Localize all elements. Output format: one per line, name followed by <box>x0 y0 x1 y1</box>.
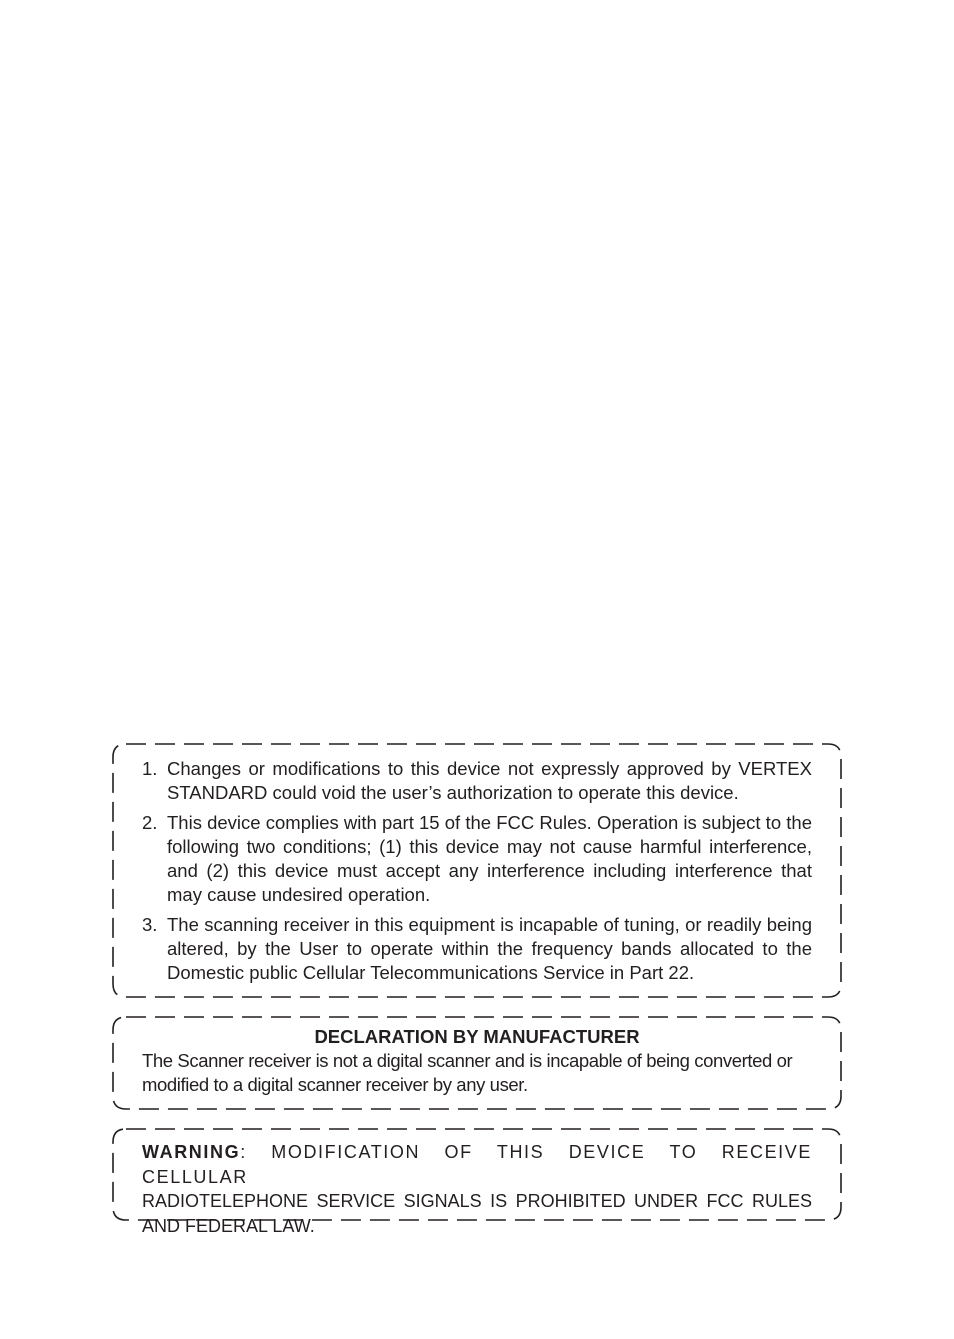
warning-line-1 <box>142 1140 812 1189</box>
list-item <box>142 811 812 907</box>
declaration-title: DECLARATION BY MANUFACTURER <box>314 1026 640 1047</box>
warning-text <box>142 1140 812 1238</box>
list-item-number: 1. <box>142 758 158 779</box>
list-item-text: This device complies with part 15 of the FCC Rules. Operation is subject to the following two conditions; (1) this device may not cause harmful interference, and (2) this device must accept any interference including interference that may cause undesired operation. <box>167 812 812 905</box>
list-item <box>142 757 812 805</box>
declaration-box <box>112 1016 842 1110</box>
warning-line-1-text: : MODIFICATION OF THIS DEVICE TO RECEIVE CELLULAR <box>142 1142 812 1187</box>
fcc-notice-box <box>112 743 842 998</box>
declaration-body: The Scanner receiver is not a digital scanner and is incapable of being converted or modified to a digital scanner receiver by any user. <box>142 1050 793 1095</box>
list-item-number: 3. <box>142 914 158 935</box>
list-item-number: 2. <box>142 812 158 833</box>
list-item <box>142 913 812 985</box>
list-item-text: Changes or modifications to this device not expressly approved by VERTEX STANDARD could void the user’s authorization to operate this device. <box>167 758 812 803</box>
warning-label: WARNING <box>142 1142 241 1162</box>
list-item-text: The scanning receiver in this equipment is incapable of tuning, or readily being altered, by the User to operate within the frequency bands allocated to the Domestic public Cellular Telecommunications Service in Part 22. <box>167 914 812 983</box>
notice-list <box>142 757 812 985</box>
warning-line-2: RADIOTELEPHONE SERVICE SIGNALS IS PROHIBITED UNDER FCC RULES AND FEDERAL LAW. <box>142 1191 812 1236</box>
warning-box <box>112 1128 842 1236</box>
